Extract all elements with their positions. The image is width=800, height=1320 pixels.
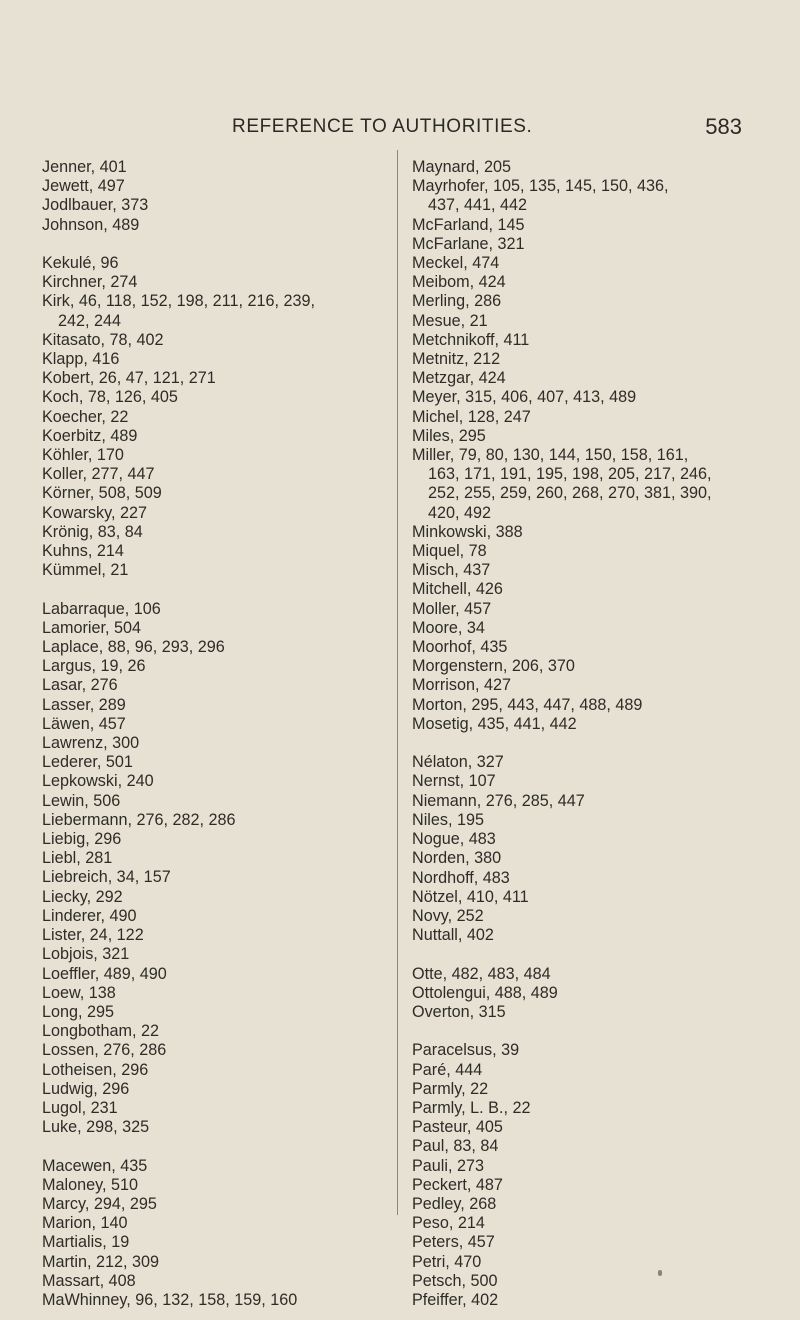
index-entry: Lewin, 506 <box>42 791 121 810</box>
index-entry: Lugol, 231 <box>42 1098 118 1117</box>
index-entry: Miquel, 78 <box>412 542 487 561</box>
index-entry: Läwen, 457 <box>42 714 126 733</box>
index-entry: Lasar, 276 <box>42 676 118 695</box>
index-entry: Mesue, 21 <box>412 311 488 330</box>
index-entry: Liebig, 296 <box>42 830 122 849</box>
index-entry: Pedley, 268 <box>412 1194 497 1213</box>
index-entry: Lederer, 501 <box>42 753 133 772</box>
index-entry: Labarraque, 106 <box>42 599 161 618</box>
index-entry: Merling, 286 <box>412 292 502 311</box>
index-entry: Paracelsus, 39 <box>412 1041 520 1060</box>
index-entry: Metzgar, 424 <box>412 369 506 388</box>
index-entry: Miller, 79, 80, 130, 144, 150, 158, 161, <box>412 446 689 465</box>
index-entry: Miles, 295 <box>412 426 486 445</box>
index-letter-group <box>42 1157 387 1311</box>
index-entry: Lobjois, 321 <box>42 945 130 964</box>
index-entry: Linderer, 490 <box>42 906 137 925</box>
index-entry: Peters, 457 <box>412 1233 495 1252</box>
index-entry: Petri, 470 <box>412 1252 482 1271</box>
index-letter-group <box>412 753 762 945</box>
index-entry: Koecher, 22 <box>42 407 129 426</box>
index-entry: Nogue, 483 <box>412 830 496 849</box>
index-entry: Jodlbauer, 373 <box>42 196 149 215</box>
index-entry: Jewett, 497 <box>42 177 125 196</box>
index-entry: Longbotham, 22 <box>42 1022 160 1041</box>
index-entry: Paul, 83, 84 <box>412 1137 499 1156</box>
index-entry: Paré, 444 <box>412 1060 483 1079</box>
index-entry: Kobert, 26, 47, 121, 271 <box>42 369 216 388</box>
index-entry-continuation: 242, 244 <box>58 311 122 330</box>
index-entry: Lossen, 276, 286 <box>42 1041 167 1060</box>
index-entry-continuation: 252, 255, 259, 260, 268, 270, 381, 390, <box>428 484 712 503</box>
index-entry: Körner, 508, 509 <box>42 484 162 503</box>
index-entry: Macewen, 435 <box>42 1156 148 1175</box>
page-number: 583 <box>705 114 742 139</box>
index-entry: Lister, 24, 122 <box>42 926 144 945</box>
index-entry: McFarland, 145 <box>412 215 525 234</box>
index-entry: Morgenstern, 206, 370 <box>412 657 575 676</box>
index-entry: Morton, 295, 443, 447, 488, 489 <box>412 695 643 714</box>
left-index-column <box>42 158 387 1310</box>
index-entry: Liebl, 281 <box>42 849 113 868</box>
index-entry: Misch, 437 <box>412 561 491 580</box>
index-entry: Niles, 195 <box>412 810 484 829</box>
index-letter-group <box>42 600 387 1138</box>
index-entry: Parmly, 22 <box>412 1079 489 1098</box>
index-entry-continuation: 420, 492 <box>428 503 492 522</box>
index-entry: Ottolengui, 488, 489 <box>412 983 558 1002</box>
index-entry: McFarlane, 321 <box>412 234 525 253</box>
index-entry: Moller, 457 <box>412 599 492 618</box>
index-entry: Meckel, 474 <box>412 254 500 273</box>
index-entry: Krönig, 83, 84 <box>42 522 143 541</box>
index-entry: Meyer, 315, 406, 407, 413, 489 <box>412 388 637 407</box>
index-entry: Mitchell, 426 <box>412 580 503 599</box>
column-divider <box>397 150 398 1215</box>
index-entry: Maynard, 205 <box>412 158 511 176</box>
index-entry: Pauli, 273 <box>412 1156 484 1175</box>
index-entry: Petsch, 500 <box>412 1271 498 1290</box>
index-entry: Koller, 277, 447 <box>42 465 155 484</box>
index-entry: Kirchner, 274 <box>42 273 138 292</box>
index-entry: Lotheisen, 296 <box>42 1060 149 1079</box>
index-entry: Liebreich, 34, 157 <box>42 868 171 887</box>
index-entry-continuation: 163, 171, 191, 195, 198, 205, 217, 246, <box>428 465 712 484</box>
index-entry: Peckert, 487 <box>412 1175 503 1194</box>
index-entry: Long, 295 <box>42 1002 115 1021</box>
index-entry: Kirk, 46, 118, 152, 198, 211, 216, 239, <box>42 292 315 311</box>
index-entry: Loew, 138 <box>42 983 116 1002</box>
index-entry: Nuttall, 402 <box>412 926 494 945</box>
index-entry: Norden, 380 <box>412 849 502 868</box>
index-entry: Klapp, 416 <box>42 350 120 369</box>
index-entry: Maloney, 510 <box>42 1175 138 1194</box>
index-letter-group <box>42 158 387 235</box>
index-entry: MaWhinney, 96, 132, 158, 159, 160 <box>42 1290 298 1309</box>
index-entry: Nordhoff, 483 <box>412 868 510 887</box>
index-entry: Kitasato, 78, 402 <box>42 330 164 349</box>
index-entry: Peso, 214 <box>412 1214 485 1233</box>
index-entry: Michel, 128, 247 <box>412 407 531 426</box>
index-entry: Mosetig, 435, 441, 442 <box>412 714 577 733</box>
index-entry: Nernst, 107 <box>412 772 496 791</box>
index-letter-group <box>412 965 762 1023</box>
index-entry: Nötzel, 410, 411 <box>412 887 529 906</box>
right-index-column <box>412 158 762 1310</box>
index-entry: Kuhns, 214 <box>42 542 124 561</box>
page-title: REFERENCE TO AUTHORITIES. <box>232 116 533 137</box>
index-entry: Morrison, 427 <box>412 676 511 695</box>
index-entry: Niemann, 276, 285, 447 <box>412 791 585 810</box>
index-entry: Liecky, 292 <box>42 887 123 906</box>
index-entry: Novy, 252 <box>412 906 484 925</box>
index-entry: Parmly, L. B., 22 <box>412 1098 531 1117</box>
index-entry: Otte, 482, 483, 484 <box>412 964 551 983</box>
index-entry: Minkowski, 388 <box>412 522 523 541</box>
index-entry: Loeffler, 489, 490 <box>42 964 167 983</box>
index-entry: Largus, 19, 26 <box>42 657 146 676</box>
index-entry: Pasteur, 405 <box>412 1118 503 1137</box>
index-entry: Pfeiffer, 402 <box>412 1290 499 1309</box>
index-entry: Lepkowski, 240 <box>42 772 154 791</box>
index-entry: Moorhof, 435 <box>412 638 508 657</box>
index-entry: Jenner, 401 <box>42 158 127 176</box>
index-entry: Martin, 212, 309 <box>42 1252 159 1271</box>
index-entry: Martialis, 19 <box>42 1233 130 1252</box>
index-letter-group <box>412 158 762 734</box>
index-entry: Laplace, 88, 96, 293, 296 <box>42 638 225 657</box>
index-entry: Johnson, 489 <box>42 215 140 234</box>
index-entry: Marcy, 294, 295 <box>42 1194 157 1213</box>
index-entry: Marion, 140 <box>42 1214 128 1233</box>
index-entry: Overton, 315 <box>412 1002 506 1021</box>
index-entry: Lasser, 289 <box>42 695 126 714</box>
index-entry: Metnitz, 212 <box>412 350 501 369</box>
index-entry: Metchnikoff, 411 <box>412 330 530 349</box>
page-header <box>0 116 800 146</box>
index-entry: Lamorier, 504 <box>42 618 141 637</box>
index-entry: Koch, 78, 126, 405 <box>42 388 178 407</box>
index-entry: Mayrhofer, 105, 135, 145, 150, 436, <box>412 177 669 196</box>
paper-speck <box>658 1270 662 1276</box>
index-entry: Nélaton, 327 <box>412 753 504 772</box>
index-entry: Moore, 34 <box>412 618 485 637</box>
index-entry: Luke, 298, 325 <box>42 1118 150 1137</box>
index-letter-group <box>412 1041 762 1310</box>
index-entry-continuation: 437, 441, 442 <box>428 196 528 215</box>
index-entry: Lawrenz, 300 <box>42 734 140 753</box>
index-entry: Köhler, 170 <box>42 446 124 465</box>
index-entry: Koerbitz, 489 <box>42 426 138 445</box>
index-entry: Kowarsky, 227 <box>42 503 147 522</box>
index-letter-group <box>42 254 387 580</box>
index-entry: Kekulé, 96 <box>42 254 119 272</box>
index-entry: Massart, 408 <box>42 1271 136 1290</box>
index-entry: Liebermann, 276, 282, 286 <box>42 810 236 829</box>
index-entry: Ludwig, 296 <box>42 1079 130 1098</box>
index-entry: Meibom, 424 <box>412 273 506 292</box>
index-entry: Kümmel, 21 <box>42 561 129 580</box>
